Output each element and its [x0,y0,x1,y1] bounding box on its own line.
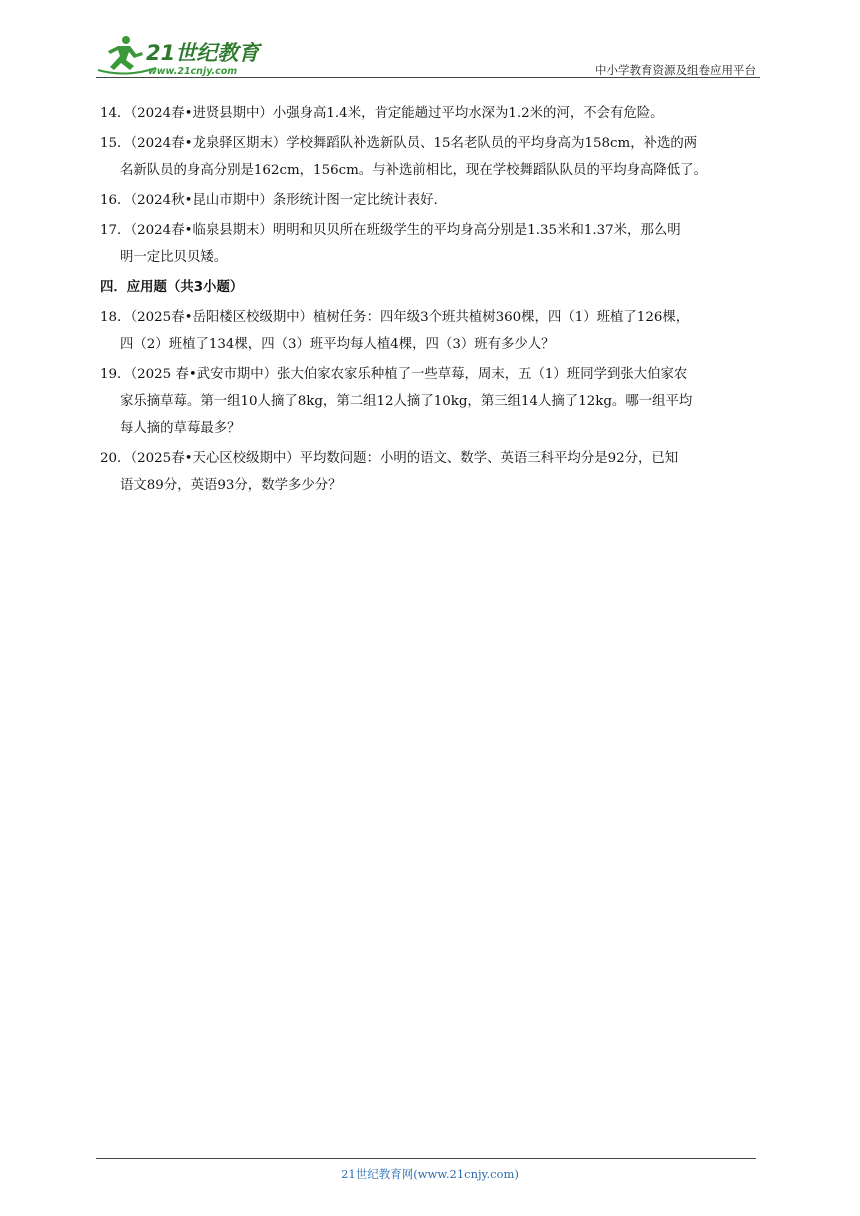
question-line: 四（2）班植了134棵，四（3）班平均每人植4棵，四（3）班有多少人？ [120,337,555,352]
logo-text: 21世纪教育 [146,41,260,65]
question-line: 15．（2024春•龙泉驿区期末）学校舞蹈队补选新队员、15名老队员的平均身高为158cm，补选的两 [100,136,698,151]
application-questions [100,304,762,499]
logo-url: www.21cnjy.com [148,66,238,77]
question-item [100,100,762,127]
question-line: 名新队员的身高分别是162cm，156cm。与补选前相比，现在学校舞蹈队队员的平均身高降低了。 [120,163,707,178]
question-line: 16．（2024秋•昆山市期中）条形统计图一定比统计表好. [100,193,438,208]
footer-divider [96,1158,756,1159]
question-line: 语文89分，英语93分，数学多少分？ [120,478,342,493]
question-item [100,187,762,214]
question-content [100,100,762,502]
footer-text: 21世纪教育网(www.21cnjy.com) [341,1167,519,1181]
question-item [100,361,762,442]
question-line: 17．（2024春•临泉县期末）明明和贝贝所在班级学生的平均身高分别是1.35米和1.37米，那么明 [100,223,681,238]
question-line: 19．（2025 春•武安市期中）张大伯家农家乐种植了一些草莓，周末，五（1）班同学到张大伯家农 [100,367,688,382]
question-item [100,445,762,499]
header-divider [96,77,760,78]
question-line: 每人摘的草莓最多？ [120,421,241,436]
platform-name: 中小学教育资源及组卷应用平台 [595,63,756,77]
question-line: 20．（2025春•天心区校级期中）平均数问题：小明的语文、数学、英语三科平均分是92分，已知 [100,451,679,466]
question-line: 14．（2024春•进贤县期中）小强身高1.4米，肯定能趟过平均水深为1.2米的河，不会有危险。 [100,106,664,121]
page-header [96,34,760,78]
runner-icon [108,36,143,70]
question-line: 18．（2025春•岳阳楼区校级期中）植树任务：四年级3个班共植树360棵，四（1）班植了126棵， [100,310,690,325]
question-line: 家乐摘草莓。第一组10人摘了8kg，第二组12人摘了10kg，第三组14人摘了12kg。哪一组平均 [120,394,693,409]
question-item [100,304,762,358]
judgment-questions [100,100,762,271]
logo-21cnjy [96,34,266,78]
question-item [100,217,762,271]
question-line: 明一定比贝贝矮。 [120,250,228,265]
section-title-application: 四．应用题（共3小题） [100,280,244,295]
question-item [100,130,762,184]
